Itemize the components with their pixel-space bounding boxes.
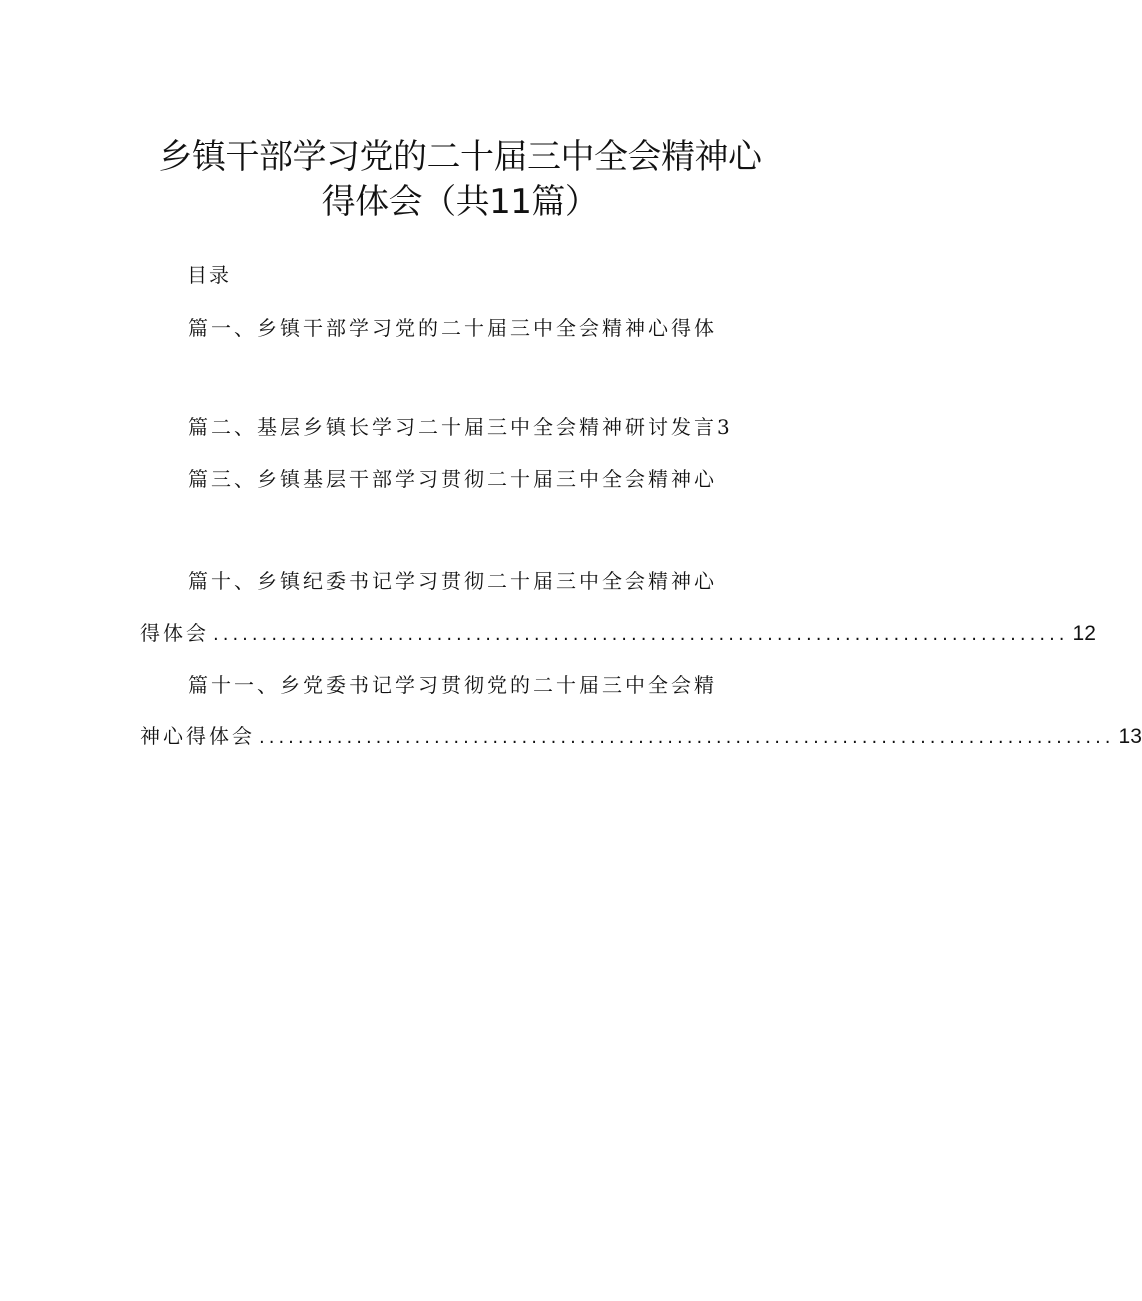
dot-leader: ........................................................................................ [213,624,1069,645]
dot-leader: ........................................................................................ [259,727,1115,748]
toc-entry-11-line-2: 神心得体会 [140,724,255,748]
toc-heading: 目录 [187,263,231,287]
toc-entry-11-page-number: 13 [1118,725,1142,748]
toc-entry-11-line-1[interactable]: 篇十一、乡党委书记学习贯彻党的二十届三中全会精 [188,673,717,697]
toc-entry-10-line-2: 得体会 [140,621,209,645]
toc-entry-3[interactable]: 篇三、乡镇基层干部学习贯彻二十届三中全会精神心 [188,467,717,491]
toc-entry-10-line-1[interactable]: 篇十、乡镇纪委书记学习贯彻二十届三中全会精神心 [188,569,717,593]
toc-entry-1[interactable]: 篇一、乡镇干部学习党的二十届三中全会精神心得体 [188,316,717,340]
toc-entry-10-leader-row[interactable] [140,619,1096,647]
toc-entry-11-leader-row[interactable] [140,722,1142,750]
document-title-line-2: 得体会（共11篇） [321,182,599,222]
document-title-line-1: 乡镇干部学习党的二十届三中全会精神心 [158,137,762,177]
toc-entry-2[interactable]: 篇二、基层乡镇长学习二十届三中全会精神研讨发言3 [188,415,733,439]
toc-entry-10-page-number: 12 [1072,622,1096,645]
